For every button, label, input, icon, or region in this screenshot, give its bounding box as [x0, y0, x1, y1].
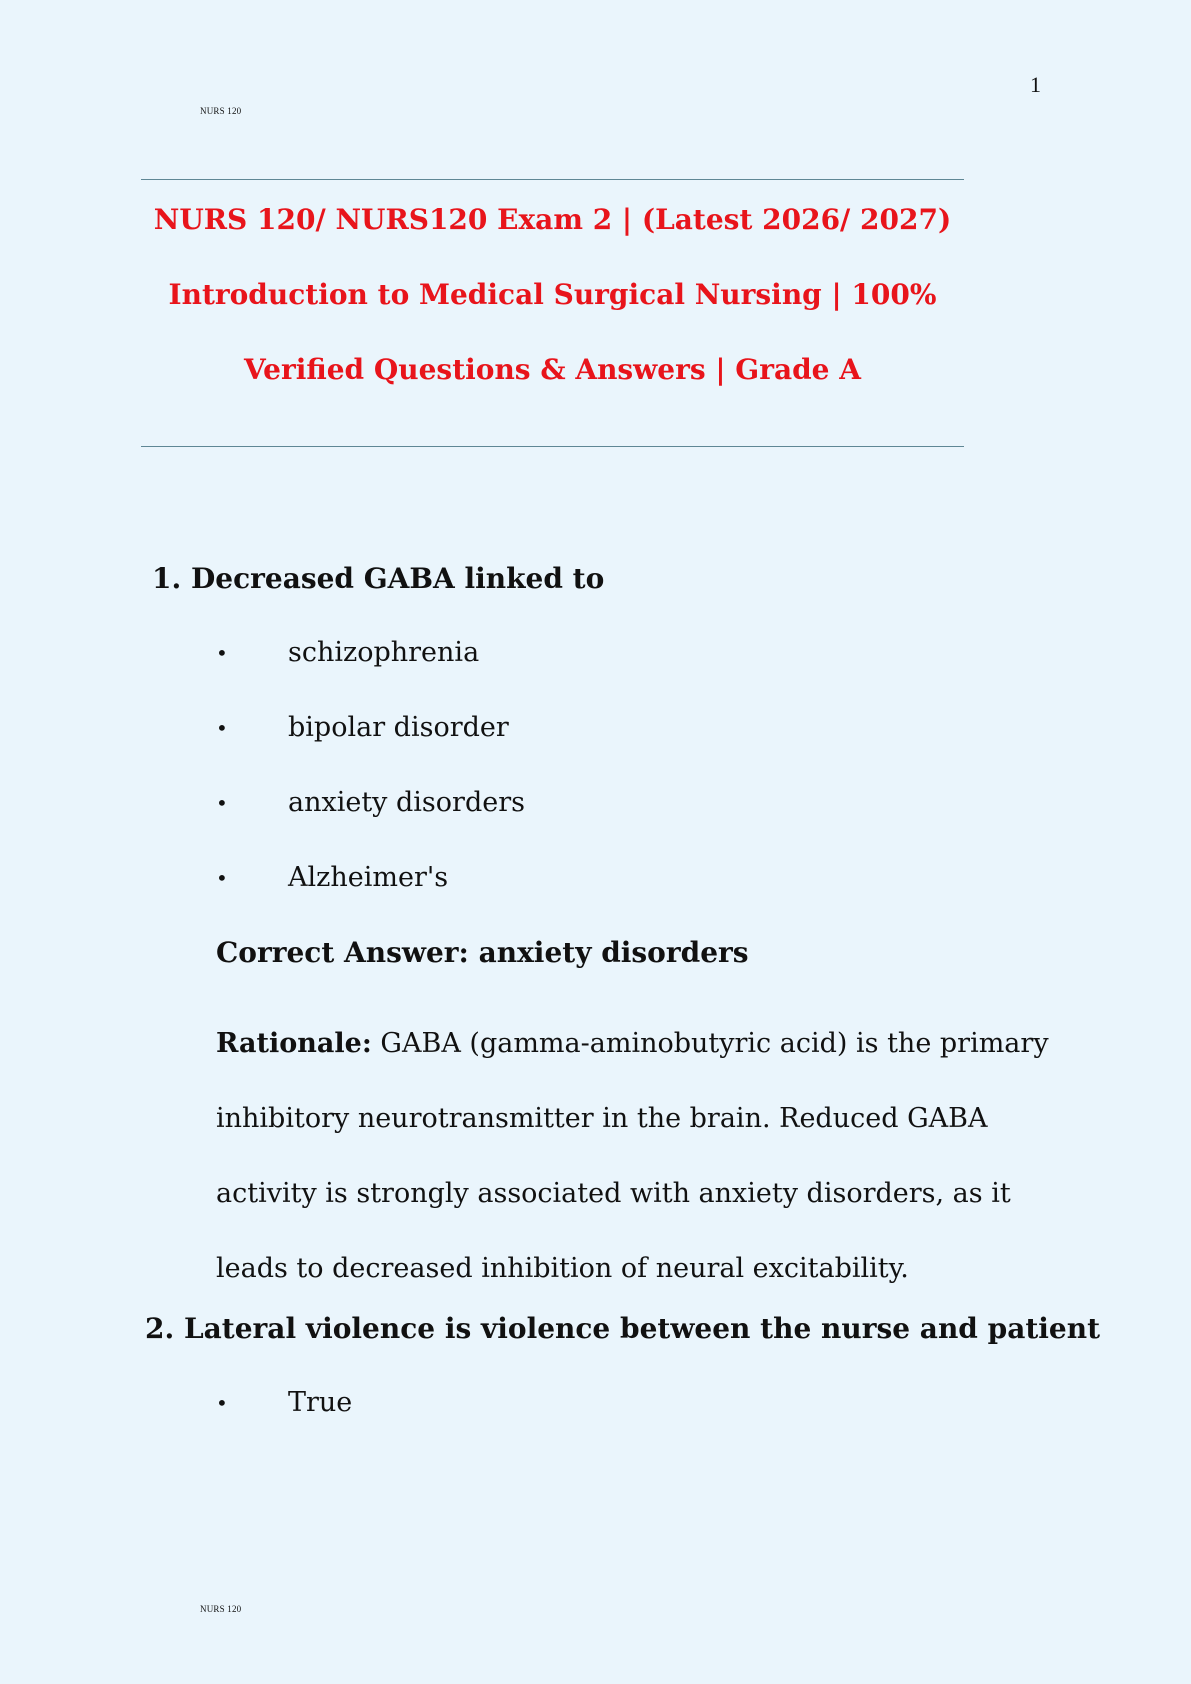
rationale-text: GABA (gamma-aminobutyric acid) is the primary inhibitory neurotransmitter in the brain. Reduced GABA activity is strongly associated with anxiety disorders, as it leads to decreased inhibition of neural excitability. [216, 1028, 1049, 1284]
question-2: 2. Lateral violence is violence between the nurse and patient [145, 1312, 1101, 1345]
bullet-icon: • [216, 790, 228, 815]
question-1-option [216, 636, 479, 668]
bullet-icon: • [216, 715, 228, 740]
header-label: NURS 120 [200, 106, 242, 116]
question-1-option [216, 711, 509, 743]
option-text: True [288, 1387, 353, 1418]
title-top-rule [141, 179, 964, 180]
option-text: Alzheimer's [288, 862, 449, 893]
option-text: bipolar disorder [288, 712, 509, 743]
option-text: anxiety disorders [288, 787, 525, 818]
question-1-option [216, 861, 448, 893]
rationale-label: Rationale: [216, 1028, 372, 1059]
page-number: 1 [1030, 72, 1041, 97]
title-bottom-rule [141, 446, 964, 447]
question-1: 1. Decreased GABA linked to [152, 562, 605, 595]
document-title-line-3: Verified Questions & Answers | Grade A [244, 353, 861, 386]
document-title-line-2: Introduction to Medical Surgical Nursing | 100% [168, 278, 937, 311]
bullet-icon: • [216, 1390, 228, 1415]
option-text: schizophrenia [288, 637, 480, 668]
document-title-line-1: NURS 120/ NURS120 Exam 2 | (Latest 2026/ 2027) [153, 203, 952, 236]
question-1-option [216, 786, 525, 818]
bullet-icon: • [216, 865, 228, 890]
footer-label: NURS 120 [200, 1604, 242, 1614]
bullet-icon: • [216, 640, 228, 665]
question-1-correct-answer: Correct Answer: anxiety disorders [216, 936, 749, 969]
question-1-rationale [216, 1006, 1056, 1306]
question-2-option [216, 1386, 352, 1418]
